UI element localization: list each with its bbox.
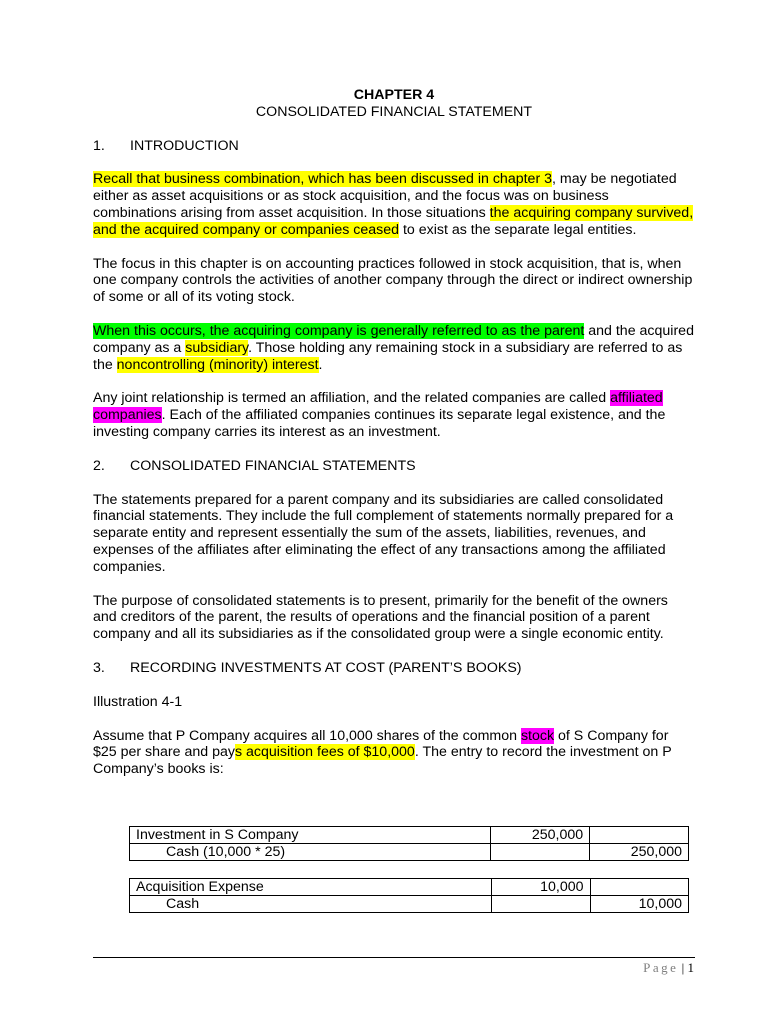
paragraph-statements: The statements prepared for a parent company and its subsidiaries are called consolidated financial statements. They include the full complement of statements normally prepared for a separate entity and represent essentially the sum of the assets, liabilities, revenues, and expenses of the affiliates after eliminating the effect of any transactions among the affiliated companies. <box>93 491 674 575</box>
table-row <box>130 896 689 913</box>
page-number: 1 <box>687 960 694 975</box>
highlight-magenta: stock <box>520 727 555 744</box>
section-heading-consolidated <box>93 458 695 475</box>
journal-entry-acquisition-expense <box>129 878 689 913</box>
section-title: INTRODUCTION <box>130 137 239 154</box>
highlight-green: When this occurs, the acquiring company is generally referred to as the parent <box>93 322 585 339</box>
paragraph-text: Any joint relationship is termed an affiliation, and the related companies are called <box>93 390 611 407</box>
page-content <box>93 87 695 778</box>
paragraph-text: . <box>318 356 323 373</box>
account-cell: Investment in S Company <box>130 827 491 844</box>
paragraph-parent <box>93 323 695 373</box>
account-cell: Acquisition Expense <box>130 879 492 896</box>
paragraph-text: . Those holding any remaining stock in a subsidiary are referred to as the <box>93 339 683 373</box>
account-cell: Cash <box>130 896 492 913</box>
debit-cell: 10,000 <box>492 879 590 896</box>
section-heading-recording <box>93 660 695 677</box>
highlight-yellow: s acquisition fees of $10,000 <box>234 744 415 761</box>
paragraph-text: . The entry to record the investment on P Company’s books is: <box>93 744 672 778</box>
page-footer: Page | 1 <box>643 960 694 975</box>
paragraph-recall <box>93 171 695 238</box>
paragraph-purpose: The purpose of consolidated statements is to present, primarily for the benefit of the owners and creditors of the parent, the results of operations and the financial position of a parent company and all its subsidiaries as if the consolidated group were a single economic entity. <box>93 592 668 643</box>
table-row <box>130 844 689 861</box>
paragraph-text: , may be negotiated either as asset acquisitions or as stock acquisition, and the focus was on business combinations arising from asset acquisition. In those situations <box>93 171 677 221</box>
paragraph-text: of S Company for $25 per share and pay <box>93 727 669 761</box>
highlight-magenta: affiliated companies <box>93 390 663 424</box>
paragraph-text: and the acquired company as a <box>93 322 694 356</box>
debit-cell: 250,000 <box>491 827 590 844</box>
chapter-subtitle: CONSOLIDATED FINANCIAL STATEMENT <box>255 103 533 120</box>
section-heading-introduction <box>93 138 695 155</box>
table-row <box>130 879 689 896</box>
chapter-title: CHAPTER 4 <box>353 87 435 103</box>
credit-cell <box>590 879 688 896</box>
highlight-yellow: the acquiring company survived, and the acquired company or companies ceased <box>93 204 694 238</box>
credit-cell: 10,000 <box>590 896 688 913</box>
section-title: RECORDING INVESTMENTS AT COST (PARENT’S BOOKS) <box>130 659 522 676</box>
paragraph-text: to exist as the separate legal entities. <box>399 221 637 238</box>
paragraph-affiliation <box>93 390 695 440</box>
paragraph-focus: The focus in this chapter is on accounting practices followed in stock acquisition, that is, when one company controls the activities of another company through the direct or indirect ownership of some or all of its voting stock. <box>93 255 693 306</box>
paragraph-assume <box>93 728 695 778</box>
paragraph-text: Assume that P Company acquires all 10,000 shares of the common <box>93 727 521 744</box>
section-number: 2. <box>93 457 105 474</box>
journal-entry-investment <box>129 826 689 861</box>
account-cell: Cash (10,000 * 25) <box>130 844 491 861</box>
illustration-label: Illustration 4-1 <box>93 693 183 710</box>
footer-divider <box>93 957 695 958</box>
section-number: 3. <box>93 659 105 676</box>
section-title: CONSOLIDATED FINANCIAL STATEMENTS <box>130 457 416 474</box>
debit-cell <box>492 896 590 913</box>
highlight-yellow: Recall that business combination, which has been discussed in chapter 3 <box>93 171 552 188</box>
paragraph-text: . Each of the affiliated companies continues its separate legal existence, and the investing company carries its interest as an investment. <box>93 407 666 440</box>
credit-cell: 250,000 <box>590 844 689 861</box>
page-label: Page <box>643 960 679 975</box>
credit-cell <box>590 827 689 844</box>
highlight-yellow: subsidiary <box>185 339 249 356</box>
section-number: 1. <box>93 137 105 154</box>
debit-cell <box>491 844 590 861</box>
table-row <box>130 827 689 844</box>
highlight-yellow: noncontrolling (minority) interest <box>116 356 319 373</box>
